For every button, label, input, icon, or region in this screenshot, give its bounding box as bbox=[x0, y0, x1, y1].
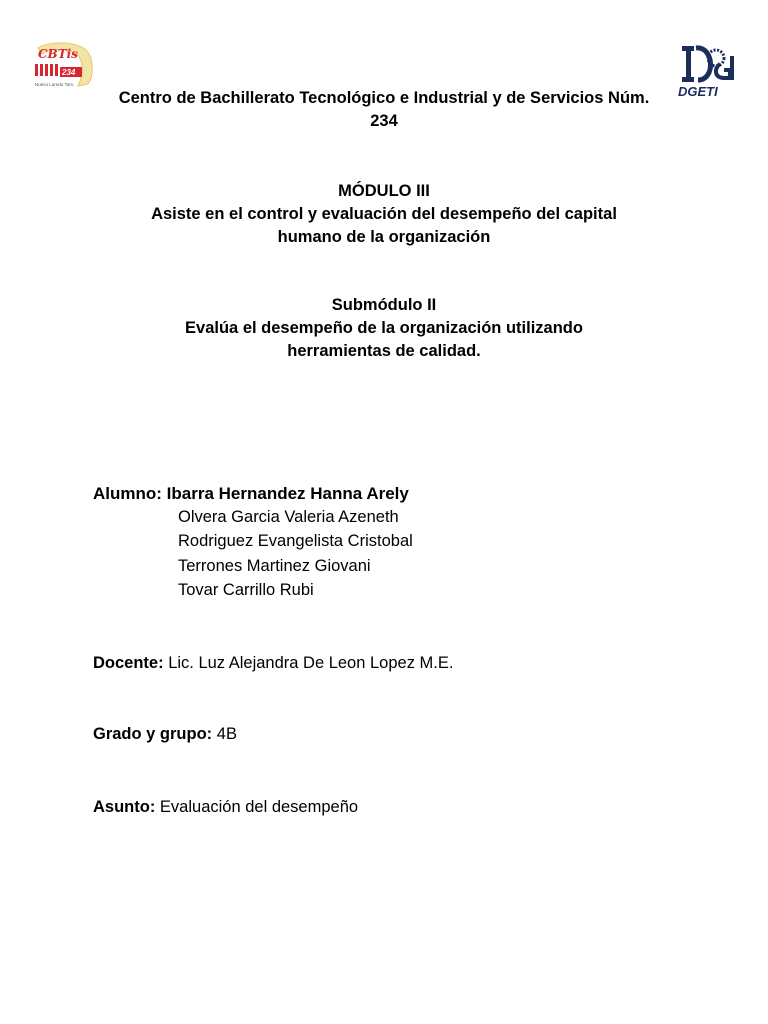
alumno-label: Alumno: bbox=[93, 484, 162, 503]
dgeti-logo-icon bbox=[676, 42, 738, 100]
grado-value: 4B bbox=[216, 725, 237, 743]
docente-field bbox=[93, 651, 453, 675]
docente-label: Docente: bbox=[93, 654, 164, 672]
alumno-item: Rodriguez Evangelista Cristobal bbox=[178, 532, 413, 551]
grado-field bbox=[93, 722, 237, 746]
modulo-line-1: Asiste en el control y evaluación del desempeño del capital bbox=[151, 205, 617, 223]
svg-text:DGETI: DGETI bbox=[678, 84, 718, 99]
alumno-first-name: Ibarra Hernandez Hanna Arely bbox=[166, 484, 409, 503]
svg-text:234: 234 bbox=[62, 68, 76, 77]
submodulo-line-1: Evalúa el desempeño de la organización utilizando bbox=[185, 319, 583, 337]
asunto-field bbox=[93, 795, 358, 819]
alumno-item: Terrones Martinez Giovani bbox=[178, 556, 371, 575]
submodulo-title: Submódulo II bbox=[331, 296, 437, 314]
asunto-value: Evaluación del desempeño bbox=[159, 798, 359, 816]
grado-label: Grado y grupo: bbox=[93, 725, 213, 743]
docente-value: Lic. Luz Alejandra De Leon Lopez M.E. bbox=[168, 654, 454, 672]
svg-text:Nuevo Laredo Tam.: Nuevo Laredo Tam. bbox=[35, 82, 75, 87]
submodulo-line-2: herramientas de calidad. bbox=[287, 342, 481, 360]
alumno-field bbox=[93, 482, 409, 506]
alumno-list bbox=[178, 505, 413, 602]
cbtis-234-logo-icon bbox=[28, 40, 96, 92]
institution-name bbox=[90, 87, 678, 133]
svg-text:CBTis: CBTis bbox=[38, 47, 78, 61]
modulo-block bbox=[90, 180, 678, 249]
institution-line-2: 234 bbox=[370, 112, 398, 130]
institution-line-1: Centro de Bachillerato Tecnológico e Industrial y de Servicios Núm. bbox=[118, 89, 650, 107]
alumno-item: Tovar Carrillo Rubi bbox=[178, 580, 314, 599]
asunto-label: Asunto: bbox=[93, 798, 156, 816]
modulo-title: MÓDULO III bbox=[338, 182, 430, 200]
modulo-line-2: humano de la organización bbox=[277, 228, 491, 246]
alumno-item: Olvera Garcia Valeria Azeneth bbox=[178, 508, 399, 526]
submodulo-block bbox=[90, 294, 678, 363]
